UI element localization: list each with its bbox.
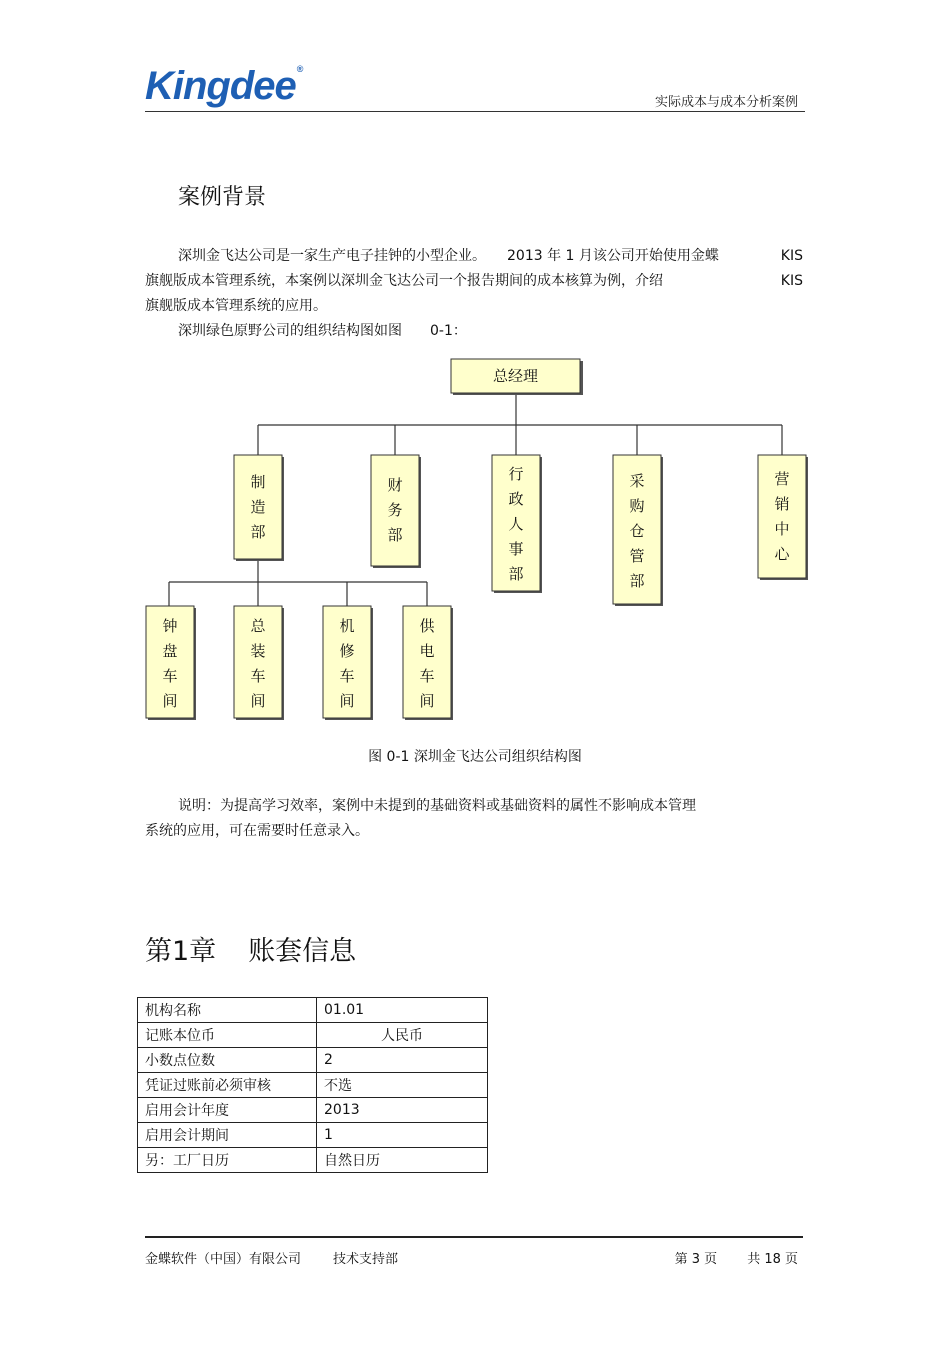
intro-line-2-end: KIS [780, 273, 803, 289]
header-divider [145, 111, 805, 112]
table-cell-key: 机构名称 [138, 998, 317, 1023]
org-node-root [451, 359, 583, 395]
intro-line-2-text: 旗舰版成本管理系统，本案例以深圳金飞达公司一个报告期间的成本核算为例，介绍 [145, 273, 663, 289]
footer-left [145, 1248, 398, 1267]
note-line-1-text: 说明：为提高学习效率，案例中未提到的基础资料或基础资料的属性不影响成本管理 [178, 798, 696, 814]
workshop-dial-char: 车 [162, 667, 178, 685]
org-node-workshop-repair [323, 606, 373, 720]
section-title: 案例背景 [178, 185, 267, 210]
table-row [138, 1098, 488, 1123]
table-cell-key: 启用会计期间 [138, 1123, 317, 1148]
intro-line-2 [145, 269, 805, 294]
dept-hr-char: 人 [508, 515, 524, 533]
workshop-repair-char: 机 [339, 617, 355, 635]
workshop-repair-char: 修 [339, 642, 355, 660]
workshop-assembly-char: 车 [250, 667, 266, 685]
dept-purchasing-char: 购 [629, 497, 645, 515]
account-info-table [137, 997, 488, 1173]
intro-line-1-end: KIS [780, 248, 803, 264]
org-node-root-label: 总经理 [492, 367, 539, 385]
org-node-workshop-assembly [234, 606, 284, 720]
workshop-power-char: 供 [419, 617, 435, 635]
table-row [138, 998, 488, 1023]
chapter-number: 第1章 [145, 936, 217, 967]
workshop-assembly-char: 间 [250, 692, 266, 710]
table-row [138, 1073, 488, 1098]
dept-finance-char: 财 [387, 476, 403, 494]
table-cell-key: 启用会计年度 [138, 1098, 317, 1123]
org-node-workshop-dial [146, 606, 196, 720]
dept-finance-char: 部 [387, 526, 403, 544]
workshop-assembly-char: 装 [250, 642, 266, 660]
note-line-2-text: 系统的应用，可在需要时任意录入。 [145, 823, 369, 839]
table-cell-value: 不选 [317, 1073, 488, 1098]
dept-hr-char: 行 [508, 465, 524, 483]
org-intro-text: 深圳绿色原野公司的组织结构图如图 0-1： [178, 323, 467, 339]
registered-mark: ® [296, 64, 303, 74]
footer-divider [145, 1236, 803, 1238]
dept-manufacturing-char: 造 [250, 498, 266, 516]
dept-hr-char: 事 [508, 540, 524, 558]
org-node-manufacturing [234, 455, 284, 561]
document-title: 实际成本与成本分析案例 [654, 95, 798, 110]
footer-department: 技术支持部 [333, 1252, 399, 1267]
note-line-2 [145, 819, 805, 844]
table-row [138, 1123, 488, 1148]
dept-hr-char: 政 [508, 490, 524, 508]
org-node-finance [371, 455, 421, 568]
org-node-hr [492, 455, 542, 593]
workshop-repair-char: 间 [339, 692, 355, 710]
workshop-assembly-char: 总 [250, 617, 266, 635]
workshop-dial-char: 盘 [162, 642, 178, 660]
workshop-power-char: 电 [419, 642, 435, 660]
org-node-purchasing [613, 455, 663, 606]
footer-right [580, 1248, 798, 1267]
table-cell-key: 凭证过账前必须审核 [138, 1073, 317, 1098]
table-cell-value: 自然日历 [317, 1148, 488, 1173]
dept-marketing-char: 心 [774, 545, 790, 563]
intro-paragraph [145, 244, 805, 344]
dept-finance-char: 务 [387, 501, 403, 519]
note-line-1 [145, 794, 805, 819]
figure-caption: 图 0-1 深圳金飞达公司组织结构图 [368, 749, 582, 765]
dept-marketing-char: 中 [774, 520, 790, 538]
intro-line-1 [145, 244, 805, 269]
dept-manufacturing-char: 制 [250, 473, 266, 491]
workshop-power-char: 车 [419, 667, 435, 685]
intro-line-3-text: 旗舰版成本管理系统的应用。 [145, 298, 327, 314]
table-cell-key: 另：工厂日历 [138, 1148, 317, 1173]
dept-purchasing-char: 仓 [629, 522, 645, 540]
table-cell-value: 人民币 [317, 1023, 488, 1048]
dept-purchasing-char: 管 [629, 547, 645, 565]
table-cell-key: 记账本位币 [138, 1023, 317, 1048]
workshop-dial-char: 钟 [162, 617, 178, 635]
dept-manufacturing-char: 部 [250, 523, 266, 541]
org-node-workshop-power [403, 606, 453, 720]
footer-company: 金蝶软件（中国）有限公司 [145, 1252, 302, 1267]
org-chart [0, 350, 950, 730]
intro-line-3 [145, 294, 805, 319]
dept-marketing-char: 营 [774, 470, 790, 488]
dept-purchasing-char: 采 [629, 472, 645, 490]
dept-hr-char: 部 [508, 565, 524, 583]
workshop-repair-char: 车 [339, 667, 355, 685]
org-node-marketing [758, 455, 808, 580]
table-cell-value: 01.01 [317, 998, 488, 1023]
page-total: 共 18 页 [747, 1252, 798, 1267]
table-cell-value: 1 [317, 1123, 488, 1148]
kingdee-logo [145, 64, 302, 109]
table-cell-value: 2013 [317, 1098, 488, 1123]
logo-text: Kingdee [145, 64, 296, 108]
page-number: 第 3 页 [674, 1252, 718, 1267]
dept-purchasing-char: 部 [629, 572, 645, 590]
workshop-power-char: 间 [419, 692, 435, 710]
chapter-title: 账套信息 [248, 936, 357, 967]
table-row [138, 1048, 488, 1073]
table-cell-value: 2 [317, 1048, 488, 1073]
intro-line-1-text: 深圳金飞达公司是一家生产电子挂钟的小型企业。 2013 年 1 月该公司开始使用金蝶 [178, 248, 719, 264]
table-row [138, 1148, 488, 1173]
org-intro-line [145, 319, 805, 344]
chapter-heading [145, 929, 356, 968]
table-row [138, 1023, 488, 1048]
workshop-dial-char: 间 [162, 692, 178, 710]
table-cell-key: 小数点位数 [138, 1048, 317, 1073]
dept-marketing-char: 销 [774, 495, 790, 513]
note-paragraph [145, 794, 805, 844]
